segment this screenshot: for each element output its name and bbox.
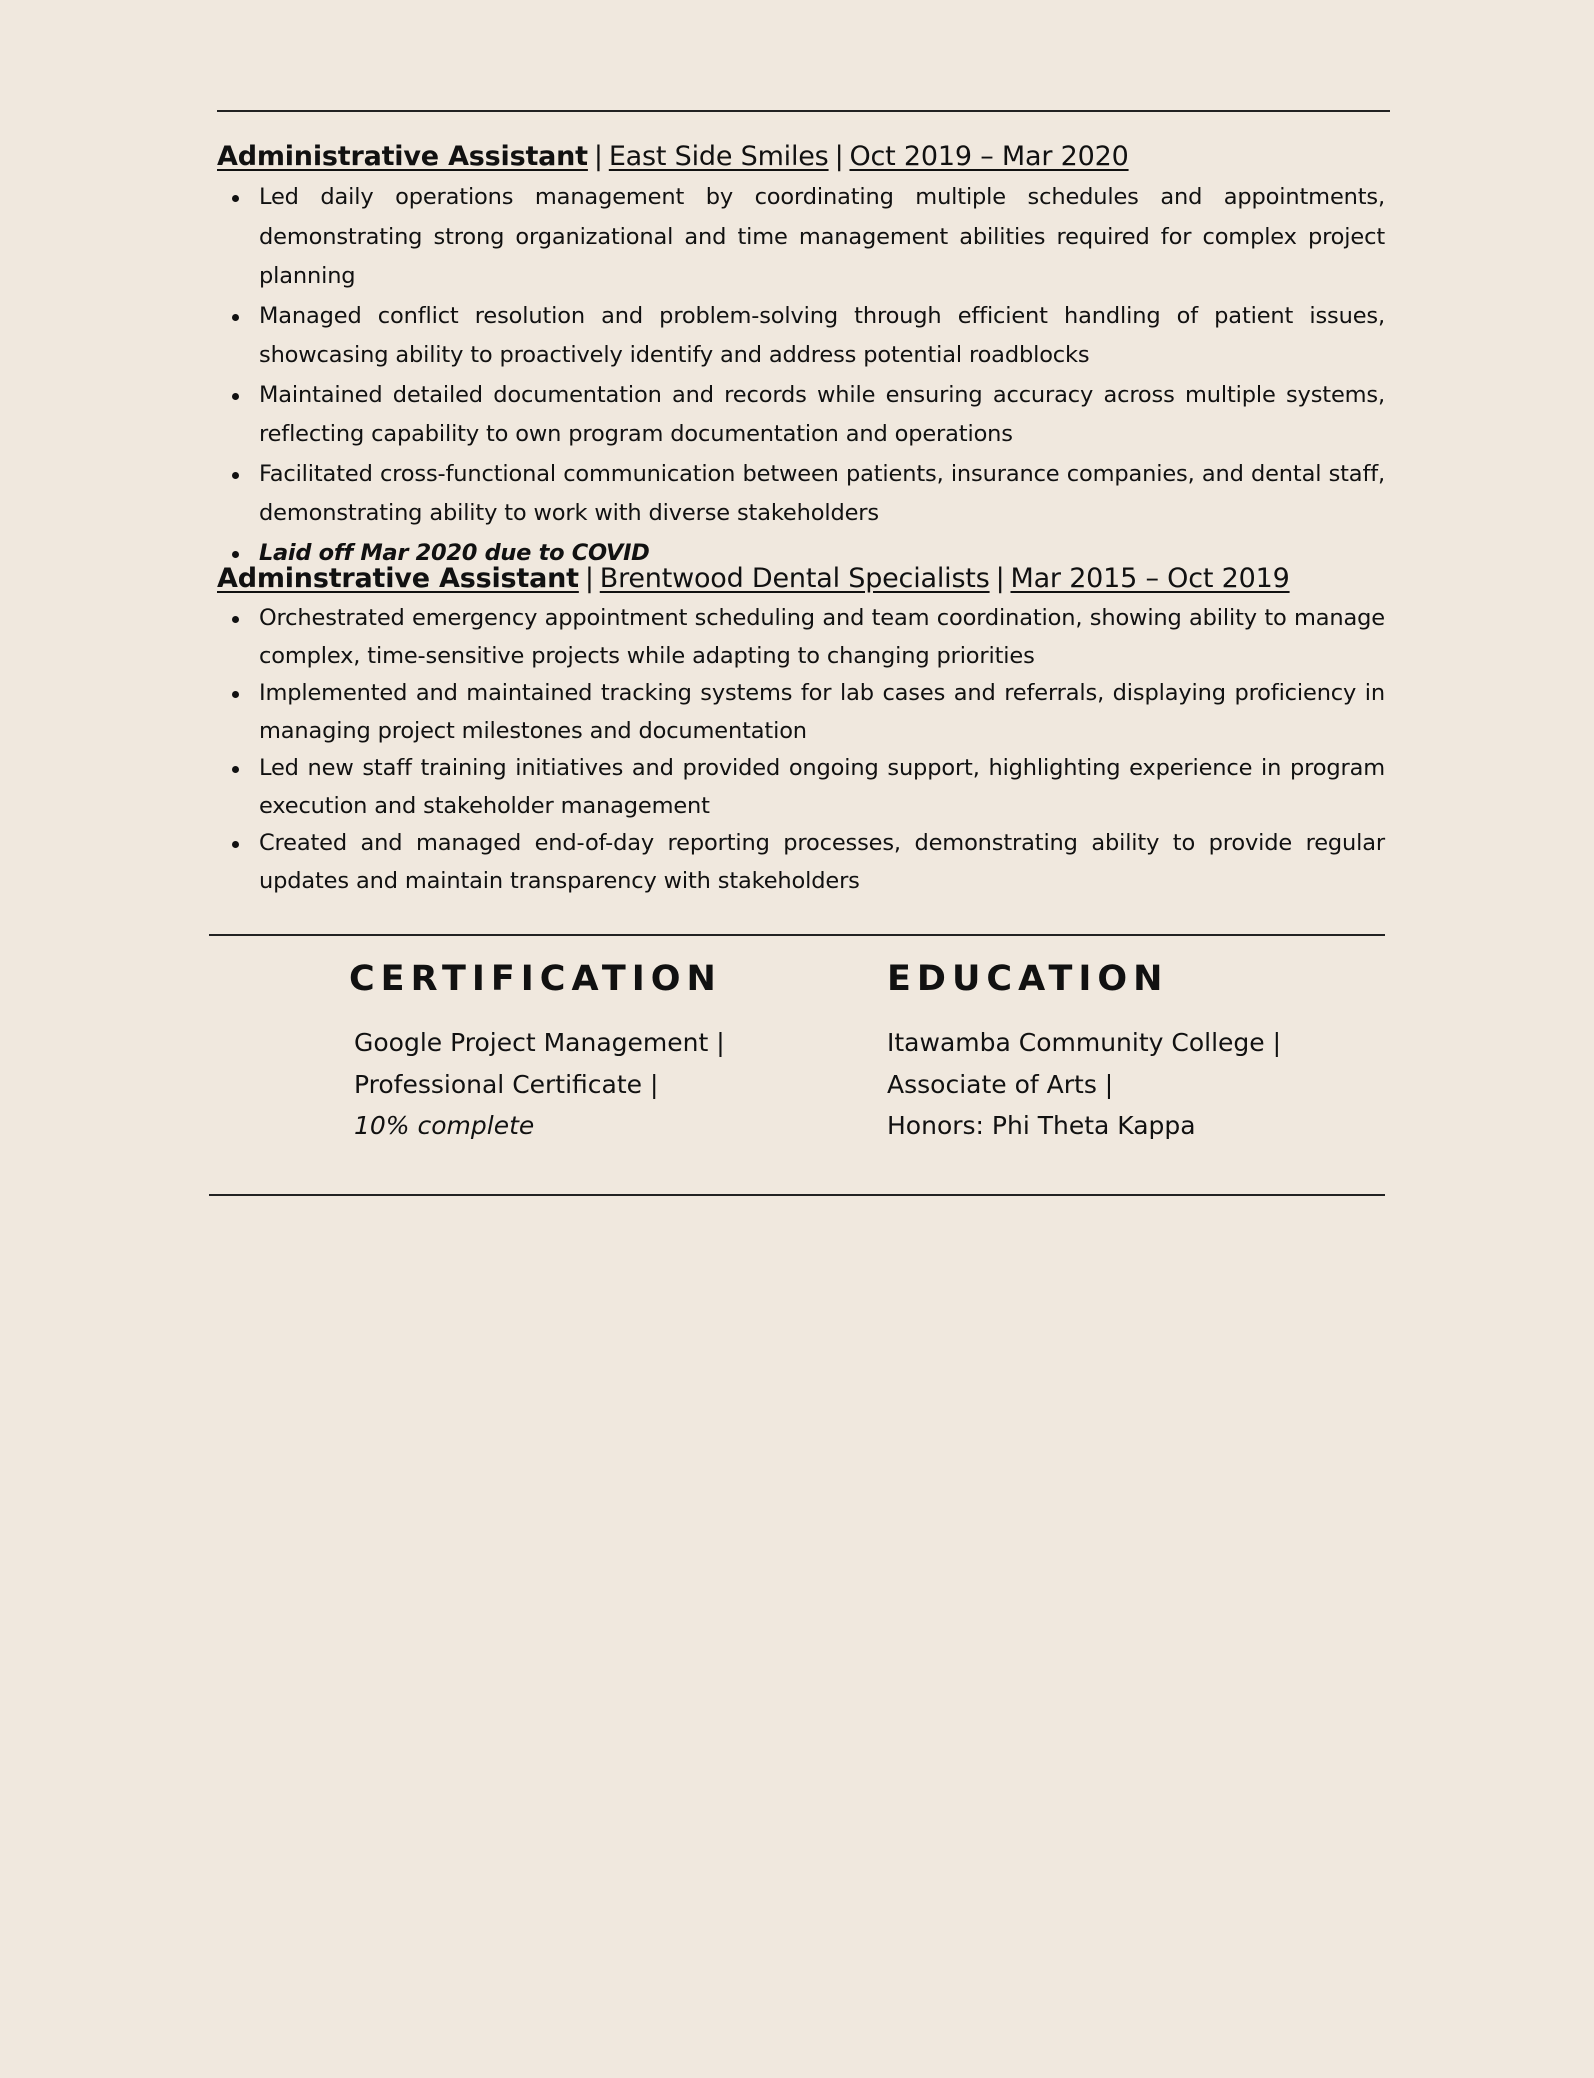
job-bullets <box>217 178 1385 573</box>
bullet-item: Led daily operations management by coordinating multiple schedules and appointments, demonstrating strong organizational and time management abilities required for complex project planning <box>217 178 1385 297</box>
job-title: Administrative Assistant <box>217 141 588 172</box>
bottom-divider <box>209 1194 1385 1196</box>
education-line: Associate of Arts | <box>887 1069 1114 1099</box>
certification-heading: CERTIFICATION <box>349 959 722 999</box>
job-header <box>217 140 1385 174</box>
bullet-item: Created and managed end-of-day reporting processes, demonstrating ability to provide regular updates and maintain transparency with stakeholders <box>217 825 1385 900</box>
certification-section <box>349 958 829 1147</box>
experience-entry <box>217 562 1385 900</box>
bullet-item: Maintained detailed documentation and records while ensuring accuracy across multiple systems, reflecting capability to own program documentation and operations <box>217 376 1385 455</box>
job-dates: Oct 2019 – Mar 2020 <box>849 141 1129 172</box>
bullet-item: Facilitated cross-functional communication between patients, insurance companies, and dental staff, demonstrating ability to work with diverse stakeholders <box>217 455 1385 534</box>
job-bullets <box>217 600 1385 900</box>
education-line: Itawamba Community College | <box>887 1028 1282 1057</box>
certification-line: Google Project Management | <box>354 1028 725 1057</box>
separator: | <box>593 141 603 172</box>
education-details <box>887 1022 1367 1147</box>
bullet-item: Managed conflict resolution and problem-solving through efficient handling of patient issues, showcasing ability to proactively identify and address potential roadblocks <box>217 297 1385 376</box>
separator: | <box>584 563 594 594</box>
education-heading: EDUCATION <box>887 959 1169 999</box>
bullet-item: Orchestrated emergency appointment scheduling and team coordination, showing ability to manage complex, time-sensitive projects while adapting to changing priorities <box>217 600 1385 675</box>
education-section <box>887 958 1367 1147</box>
job-title: Adminstrative Assistant <box>217 563 579 594</box>
certification-line: Professional Certificate | <box>354 1069 659 1099</box>
certification-progress: 10% complete <box>354 1111 535 1140</box>
job-company: East Side Smiles <box>608 141 829 172</box>
separator: | <box>995 563 1005 594</box>
education-line: Honors: Phi Theta Kappa <box>887 1111 1196 1140</box>
section-divider <box>209 934 1385 936</box>
top-divider <box>217 110 1390 112</box>
bullet-item: Led new staff training initiatives and provided ongoing support, highlighting experience in program execution and stakeholder management <box>217 750 1385 825</box>
layoff-note: Laid off Mar 2020 due to COVID <box>217 534 1385 574</box>
certification-details <box>349 1022 829 1147</box>
job-company: Brentwood Dental Specialists <box>599 563 990 594</box>
job-header <box>217 562 1385 596</box>
separator: | <box>834 141 844 172</box>
experience-entry <box>217 140 1385 573</box>
bullet-item: Implemented and maintained tracking systems for lab cases and referrals, displaying proficiency in managing project milestones and documentation <box>217 675 1385 750</box>
job-dates: Mar 2015 – Oct 2019 <box>1010 563 1290 594</box>
